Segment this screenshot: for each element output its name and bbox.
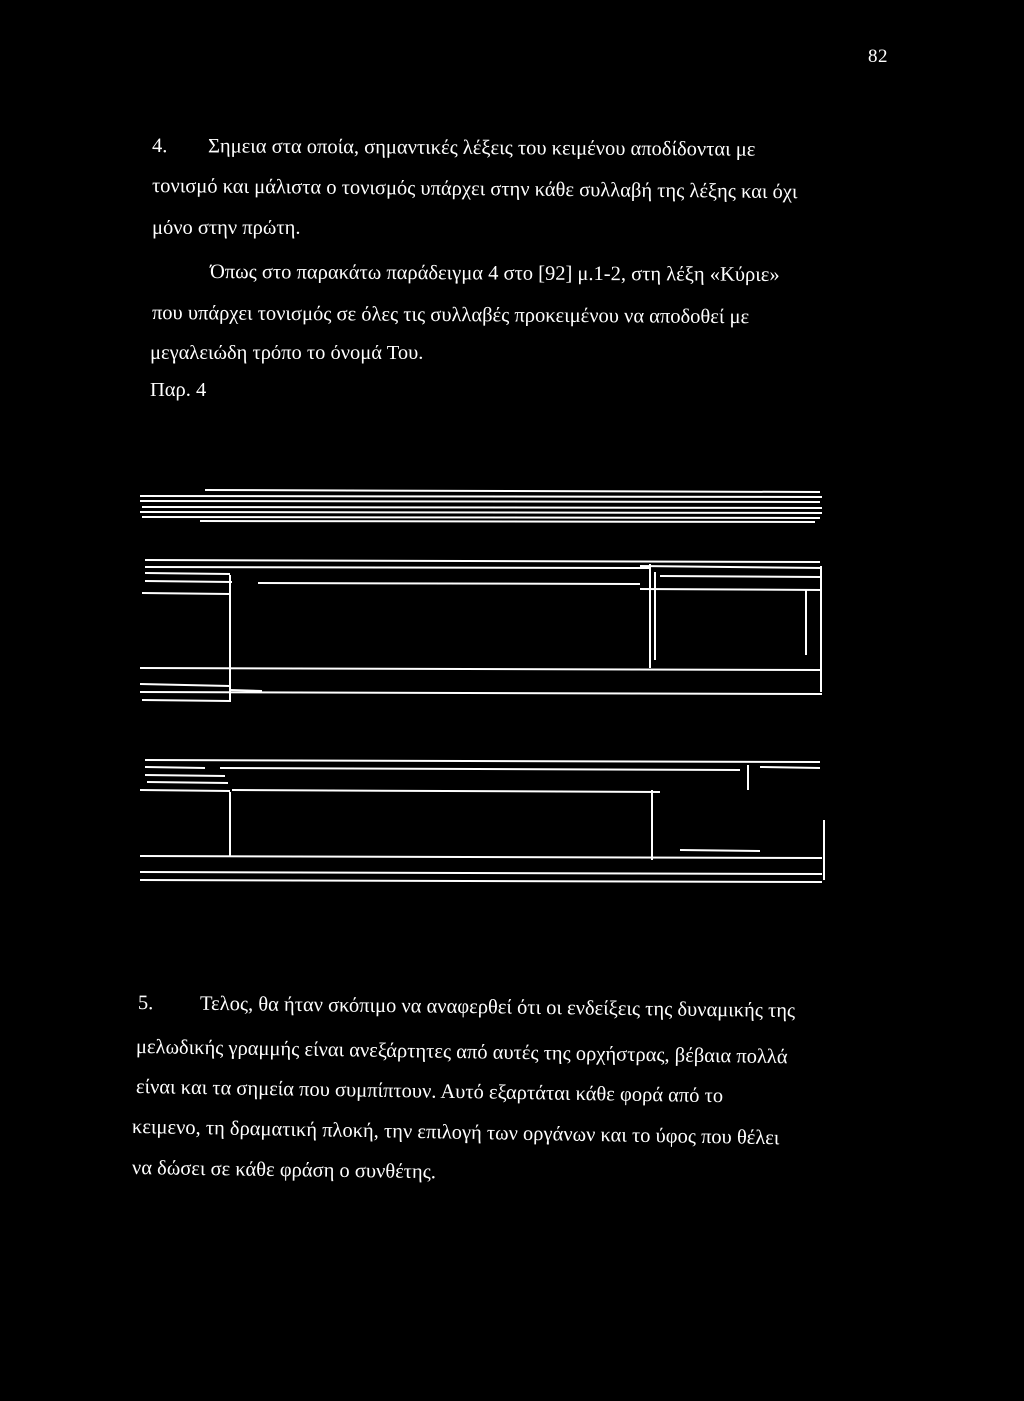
section-5-line-5: να δώσει σε κάθε φράση ο συνθέτης. <box>131 1157 437 1184</box>
section-5-line-3: είναι και τα σημεία που συμπίπτουν. Αυτό εξαρτάται κάθε φορά από το <box>135 1076 724 1108</box>
staff-system-1 <box>140 490 822 522</box>
section-5-text-line: Τελος, θα ήταν σκόπιμο να αναφερθεί ότι οι ενδείξεις της δυναμικής της <box>199 992 796 1023</box>
section-4-line-4: Όπως στο παρακάτω παράδειγμα 4 στο [92] μ.1-2, στη λέξη «Κύριε» <box>209 261 780 286</box>
section-4-line-5: που υπάρχει τονισμός σε όλες τις συλλαβές προκειμένου να αποδοθεί με <box>151 302 750 329</box>
section-4-text-line: Σημεια στα οποία, σημαντικές λέξεις του κειμένου αποδίδονται με <box>207 135 756 161</box>
section-4-line-6: μεγαλειώδη τρόπο το όνομά Του. <box>150 342 424 364</box>
staff-system-3 <box>140 760 824 882</box>
page-number: 82 <box>868 46 888 67</box>
section-4-line-2: τονισμό και μάλιστα ο τονισμός υπάρχει στην κάθε συλλαβή της λέξης και όχι <box>151 175 798 204</box>
section-4-line-3: μόνο στην πρώτη. <box>152 217 301 239</box>
section-5-line-2: μελωδικής γραμμής είναι ανεξάρτητες από αυτές της ορχήστρας, βέβαια πολλά <box>135 1036 788 1069</box>
staff-system-2 <box>140 560 822 702</box>
section-5-line-4: κειμενο, τη δραματική πλοκή, την επιλογή των οργάνων και το ύφος που θέλει <box>131 1116 780 1150</box>
example-label: Παρ. 4 <box>150 379 207 401</box>
section-4-number: 4. <box>151 135 168 158</box>
section-5-number: 5. <box>137 992 154 1015</box>
